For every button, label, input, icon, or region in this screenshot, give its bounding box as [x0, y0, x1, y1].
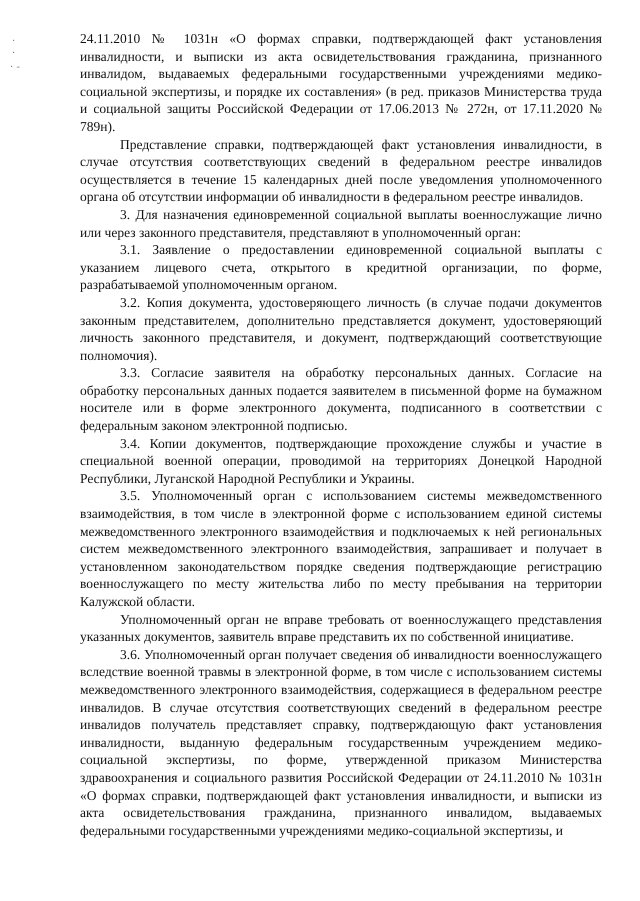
- paragraph: 3.5. Уполномоченный орган с использованием системы межведомственного взаимодействия, в том числе в электронной форме с использованием единой системы межведомственного электронного взаимодействия и подключаемых к ней региональных систем межведомственного электронного взаимодействия, запрашивает и получает в установленном законодательством порядке сведения подтверждающие регистрацию военнослужащего по месту жительства либо по месту пребывания на территории Калужской области.: [80, 488, 602, 609]
- paragraph: 3.4. Копии документов, подтверждающие прохождение службы и участие в специальной военной операции, проводимой на территориях Донецкой Народной Республики, Луганской Народной Республики и Украины.: [80, 435, 602, 486]
- paragraph: 3.2. Копия документа, удостоверяющего личность (в случае подачи документов законным представителем, дополнительно представляется документ, удостоверяющий личность законного представителя, и документ, подтверждающий соответствующие полномочия).: [80, 294, 602, 363]
- paragraph: 3. Для назначения единовременной социальной выплаты военнослужащие лично или через законного представителя, представляют в уполномоченный орган:: [80, 206, 602, 240]
- paragraph: 3.1. Заявление о предоставлении единовременной социальной выплаты с указанием лицевого счета, открытого в кредитной организации, по форме, разрабатываемой уполномоченным органом.: [80, 242, 602, 293]
- scan-mark: ·: [12, 48, 16, 59]
- paragraph: Уполномоченный орган не вправе требовать от военнослужащего представления указанных документов, заявитель вправе представить их по собственной инициативе.: [80, 611, 602, 645]
- paragraph: 3.6. Уполномоченный орган получает сведения об инвалидности военнослужащего вследствие военной травмы в электронной форме, в том числе с использованием системы межведомственного электронного взаимодействия, содержащиеся в федеральном реестре инвалидов. В случае отсутствия соответствующих сведений в федеральном реестре инвалидов получатель представляет справку, подтверждающую факт установления инвалидности, выданную федеральным государственным учреждением медико-социальной экспертизы, по форме, утвержденной приказом Министерства здравоохранения и социального развития Российской Федерации от 24.11.2010 № 1031н «О формах справки, подтверждающей факт установления инвалидности, и выписки из акта освидетельствования гражданина, признанного инвалидом, выдаваемых федеральными государственными учреждениями медико-социальной экспертизы, и: [80, 646, 602, 838]
- paragraph: Представление справки, подтверждающей факт установления инвалидности, в случае отсутствия соответствующих сведений в федеральном реестре инвалидов осуществляется в течение 15 календарных дней после уведомления уполномоченного органа об отсутствии информации об инвалидности в федеральном реестре инвалидов.: [80, 136, 602, 205]
- scan-mark: ·: [12, 36, 16, 47]
- scan-mark: · -: [10, 62, 20, 73]
- document-body: [80, 30, 602, 839]
- paragraph: 3.3. Согласие заявителя на обработку персональных данных. Согласие на обработку персональных данных подается заявителем в письменной форме на бумажном носителе или в форме электронного документа, подписанного в соответствии с федеральным законом электронной подписью.: [80, 365, 602, 434]
- paragraph: 24.11.2010 № 1031н «О формах справки, подтверждающей факт установления инвалидности, и выписки из акта освидетельствования гражданина, признанного инвалидом, выдаваемых федеральными государственными учреждениями медико-социальной экспертизы, и порядке их составления» (в ред. приказов Министерства труда и социальной защиты Российской Федерации от 17.06.2013 № 272н, от 17.11.2020 № 789н).: [80, 31, 602, 134]
